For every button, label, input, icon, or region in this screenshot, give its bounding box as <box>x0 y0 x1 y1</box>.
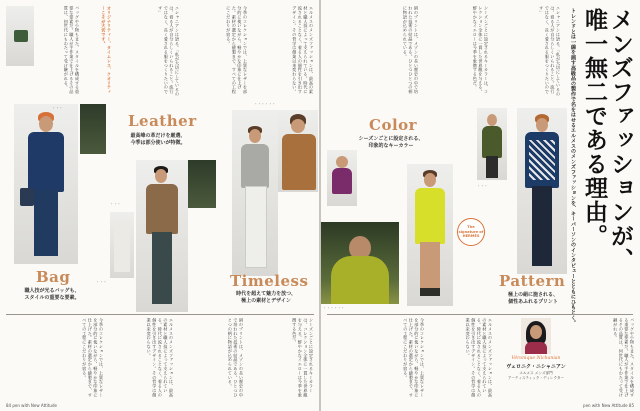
photo-color-look <box>407 164 453 306</box>
section-word-bag: Bag <box>36 268 71 286</box>
section-word-color: Color <box>369 116 418 134</box>
pull-quote: オリジナリティー、タイムレス、クオリティーこそが大切です。 <box>101 6 112 94</box>
body-text-column: 絹のプリントは、メゾンの長い歴史の中で培われた技術の結晶である。ひとつひとつの柄に物語が込められている。 <box>227 318 244 398</box>
photo-pattern-look <box>517 108 567 274</box>
profile-name-en: Véronique Nichanian <box>511 356 561 361</box>
body-text-column: 今季のコレクションでは、上質なレザーを部分的に使いながら、軽やかな印象に仕上げた。素材の選定から縫製まで、すべての工程にこだわりが宿る。 <box>82 318 104 398</box>
photo-caption: ・・・ <box>110 202 121 206</box>
right-page <box>321 0 640 411</box>
section-desc-line: 極上の素材とデザイン <box>241 297 291 304</box>
section-desc-color <box>351 136 431 150</box>
profile-role <box>497 371 575 380</box>
body-text-column: ニシャニアンは語る。「私が大切にしているのは、着る人が自分らしくいられること。流行ではなく、長く愛される服をつくりたいのです」 <box>539 6 561 97</box>
section-word-pattern: Pattern <box>499 272 566 290</box>
photo-timeless-look <box>232 110 278 276</box>
photo-leather-look <box>136 160 188 312</box>
photo-caption: ・・・・・・ <box>323 306 345 310</box>
photo-hooded-look <box>278 110 318 192</box>
hermes-stamp: The signature of HERMÈS <box>457 218 485 246</box>
body-text-column: シーズンごとに設定されるキーカラーは、コレクション全体に一貫した世界観を与える。鮮やかなイエローは今季を象徴する色だ。 <box>292 318 314 398</box>
body-text-column: エルメスのメンズファッションは、最高の素材と職人技によって支えられている。時代に流されることなく、着る人の個性を引き出すデザイン。その哲学は創業以来変わらない。 <box>146 318 174 398</box>
profile-role-line: アーティスティック・ディレクター <box>507 375 565 380</box>
section-desc-timeless <box>226 291 306 305</box>
photo-caption: ・・・・・・ <box>254 102 276 106</box>
body-text-column: 絹のプリントは、メゾンの長い歴史の中で培われた技術の結晶である。ひとつひとつの柄に物語が込められている。 <box>402 6 419 94</box>
photo-color-detail <box>327 150 357 206</box>
section-desc-line: 最高峰の革だけを厳選、 <box>130 133 186 139</box>
article-lede: トレンドとは一線を画す高級品の製作で名をはせるエルメスのメンズファッションを、キーパーソンのインタビューとともにひもとく。 <box>570 8 576 326</box>
article-title-line1: メンズファッションが、 <box>607 8 633 272</box>
section-word-timeless: Timeless <box>230 272 309 290</box>
photo-bag-detail-2 <box>188 160 216 208</box>
section-desc-line: シーズンごとに設定される、 <box>358 136 424 142</box>
section-desc-line: スタイルの重要な要素。 <box>24 294 80 301</box>
divider <box>6 314 314 315</box>
body-text-column: 今季のコレクションでは、上質なレザーを部分的に使いながら、軽やかな印象に仕上げた。素材の選定から縫製まで、すべての工程にこだわりが宿る。 <box>226 6 248 94</box>
divider <box>327 314 633 315</box>
photo-caption: ・・・ <box>96 280 107 284</box>
section-desc-pattern <box>497 292 569 306</box>
article-title-line2: 唯一無二である理由。 <box>581 8 607 248</box>
profile-role-line: エルメス メンズ部門 <box>519 371 553 375</box>
body-text-column: シーズンごとに設定されるキーカラーは、コレクション全体に一貫した世界観を与える。鮮やかなイエローは今季を象徴する色だ。 <box>472 6 489 94</box>
section-desc-bag <box>16 288 88 302</box>
photo-bag-detail <box>6 6 34 66</box>
folio-left: 84 pen with New Attitude <box>6 403 57 408</box>
body-text-column: バッグや小物もまた、スタイルを構成する重要な要素だ。職人が手作業で仕上げるその品質は、何世代にもわたって受け継がれる。 <box>63 6 80 94</box>
section-desc-leather <box>124 133 192 147</box>
photo-color-closeup <box>321 222 399 304</box>
section-desc-line: 職人技が光るバッグも、 <box>24 288 80 294</box>
section-desc-line: 個性あふれるプリント <box>508 298 558 305</box>
body-text-column: 今季のコレクションでは、上質なレザーを部分的に使いながら、軽やかな印象に仕上げた。素材の選定から縫製まで、すべての工程にこだわりが宿る。 <box>403 318 425 398</box>
photo-pattern-detail <box>477 108 507 180</box>
photo-bag-look <box>14 104 78 264</box>
section-word-leather: Leather <box>128 112 197 130</box>
section-desc-line: 極上の絹に施される、 <box>507 292 558 298</box>
photo-caption: ・・・ <box>477 184 488 188</box>
folio-right: pen with New Attitude 85 <box>583 403 634 408</box>
photo-jacket-detail <box>110 212 134 278</box>
left-page <box>0 0 319 411</box>
section-desc-line: 今季は部分使いが特徴。 <box>130 139 186 146</box>
body-text-column: バッグや小物もまた、スタイルを構成する重要な要素だ。職人が手作業で仕上げるその品質は、何世代にもわたって受け継がれる。 <box>613 318 635 398</box>
body-text-column: エルメスのメンズファッションは、最高の素材と職人技によって支えられている。時代に流されることなく、着る人の個性を引き出すデザイン。その哲学は創業以来変わらない。 <box>292 6 314 94</box>
section-desc-line: 時代を超えて魅力を放つ、 <box>236 291 296 297</box>
photo-caption: ・・・ <box>52 106 63 110</box>
section-desc-line: 印象的なキーカラー <box>368 142 414 149</box>
photo-detail <box>80 104 106 154</box>
profile-portrait <box>521 318 551 354</box>
profile-name-jp: ヴェロニク・ニシャニアン <box>506 364 566 370</box>
body-text-column: ニシャニアンは語る。「私が大切にしているのは、着る人が自分らしくいられること。流行ではなく、長く愛される服をつくりたいのです」 <box>158 6 180 97</box>
body-text-column: エルメスのメンズファッションは、最高の素材と職人技によって支えられている。時代に流されることなく、着る人の個性を引き出すデザイン。その哲学は創業以来変わらない。 <box>465 318 493 398</box>
